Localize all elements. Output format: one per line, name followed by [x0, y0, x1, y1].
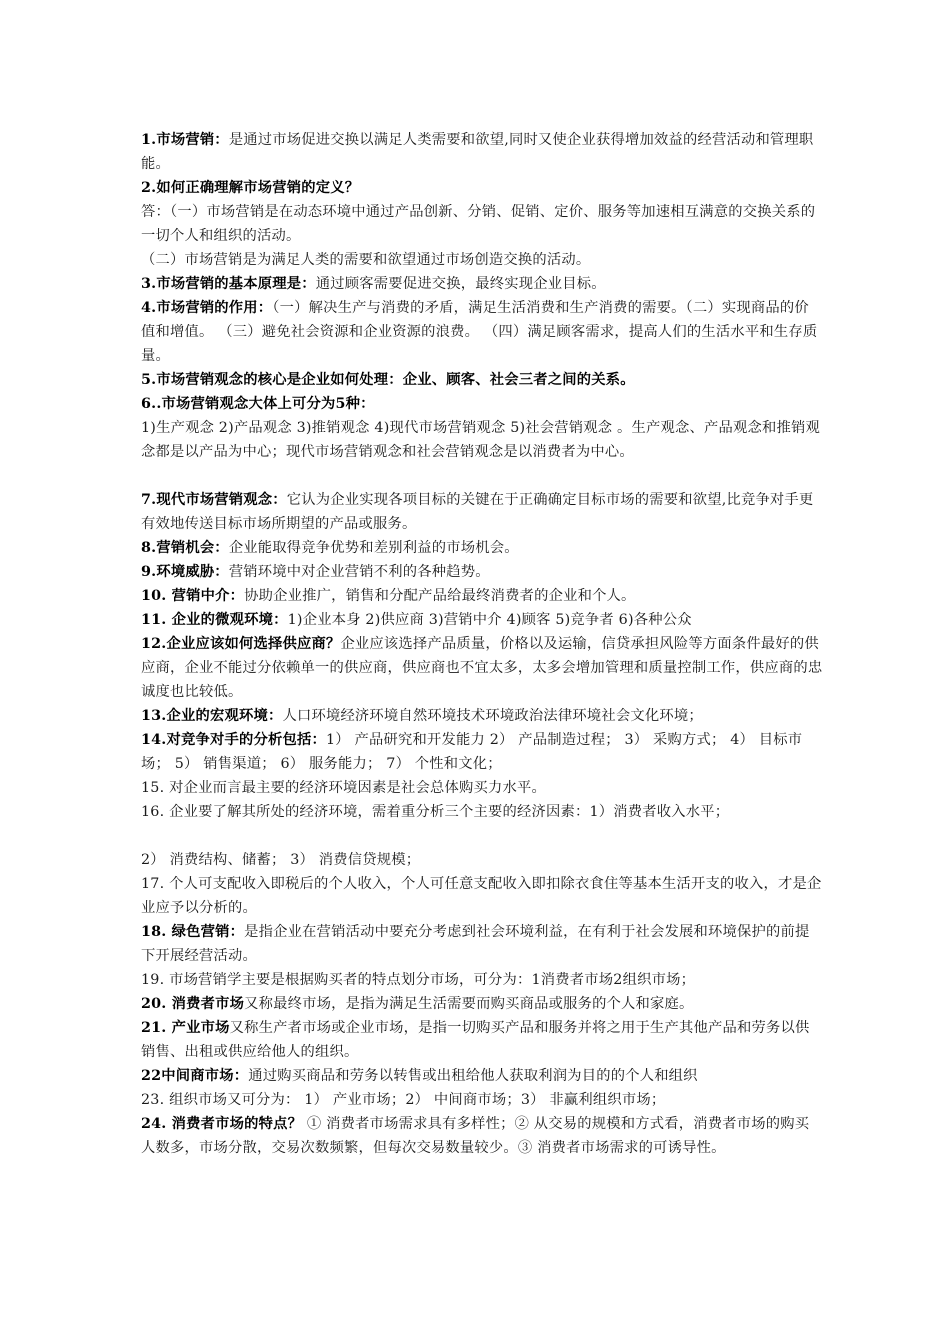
item-6 [141, 392, 823, 416]
item-1 [141, 128, 823, 176]
item-9-heading: 9.环境威胁： [141, 564, 229, 580]
item-11-heading: 11. 企业的微观环境： [141, 612, 288, 628]
item-9-text: 营销环境中对企业营销不利的各种趋势。 [228, 564, 490, 580]
item-24-heading: 24. 消费者市场的特点？ [141, 1116, 303, 1132]
item-5 [141, 368, 823, 392]
item-6-detail [141, 416, 823, 464]
item-21 [141, 1016, 823, 1064]
item-17 [141, 872, 823, 920]
item-1-heading: 1.市场营销： [141, 132, 229, 148]
item-16-text: 16. 企业要了解其所处的经济环境，需着重分析三个主要的经济因素：1）消费者收入水平； [141, 804, 730, 820]
item-22-heading: 22中间商市场： [141, 1068, 249, 1084]
item-9 [141, 560, 823, 584]
item-6-heading: 6..市场营销观念大体上可分为5种： [141, 396, 375, 412]
item-11 [141, 608, 823, 632]
item-23-text: 23. 组织市场又可分为： 1） 产业市场；2） 中间商市场；3） 非赢利组织市场； [141, 1092, 666, 1108]
item-13-heading: 13.企业的宏观环境： [141, 708, 283, 724]
item-10 [141, 584, 823, 608]
item-12-heading: 12.企业应该如何选择供应商？ [141, 636, 341, 652]
item-2-answer-2 [141, 248, 823, 272]
item-1-text: 是通过市场促进交换以满足人类需要和欲望,同时又使企业获得增加效益的经营活动和管理职能。 [141, 132, 814, 172]
item-17-text: 17. 个人可支配收入即税后的个人收入，个人可任意支配收入即扣除衣食住等基本生活开支的收入，才是企业应予以分析的。 [141, 876, 822, 916]
item-2-answer-2-text: （二）市场营销是为满足人类的需要和欲望通过市场创造交换的活动。 [141, 252, 591, 268]
item-15 [141, 776, 823, 800]
item-24-text: ① 消费者市场需求具有多样性；② 从交易的规模和方式看，消费者市场的购买人数多，市场分散，交易次数频繁，但每次交易数量较少。③ 消费者市场需求的可诱导性。 [141, 1116, 810, 1156]
item-4-heading: 4.市场营销的作用： [141, 300, 273, 316]
item-5-heading: 5.市场营销观念的核心是企业如何处理：企业、顾客、社会三者之间的关系。 [141, 372, 635, 388]
item-3-heading: 3.市场营销的基本原理是： [141, 276, 316, 292]
item-19 [141, 968, 823, 992]
item-14-heading: 14.对竞争对手的分析包括： [141, 732, 326, 748]
item-8-text: 企业能取得竞争优势和差别利益的市场机会。 [228, 540, 519, 556]
item-24 [141, 1112, 823, 1160]
item-20-heading: 20. 消费者市场 [141, 996, 245, 1012]
item-22-text: 通过购买商品和劳务以转售或出租给他人获取利润为目的的个人和组织 [248, 1068, 698, 1084]
item-21-text: 又称生产者市场或企业市场，是指一切购买产品和服务并将之用于生产其他产品和劳务以供销售、出租或供应给他人的组织。 [141, 1020, 810, 1060]
item-18-heading: 18. 绿色营销： [141, 924, 245, 940]
item-2-heading: 2.如何正确理解市场营销的定义？ [141, 180, 360, 196]
item-11-text: 1)企业本身 2)供应商 3)营销中介 4)顾客 5)竞争者 6)各种公众 [287, 612, 692, 628]
item-16-continued-text: 2） 消费结构、储蓄； 3） 消费信贷规模； [141, 852, 421, 868]
item-19-text: 19. 市场营销学主要是根据购买者的特点划分市场，可分为：1消费者市场2组织市场； [141, 972, 696, 988]
document-body [141, 128, 823, 1160]
item-16-continued [141, 848, 823, 872]
item-2-answer-1 [141, 200, 823, 248]
item-22 [141, 1064, 823, 1088]
item-10-text: 协助企业推广，销售和分配产品给最终消费者的企业和个人。 [244, 588, 636, 604]
paragraph-gap [141, 464, 823, 488]
item-7-text: 它认为企业实现各项目标的关键在于正确确定目标市场的需要和欲望,比竞争对手更有效地传送目标市场所期望的产品或服务。 [141, 492, 814, 532]
item-12 [141, 632, 823, 704]
item-10-heading: 10. 营销中介： [141, 588, 245, 604]
item-2-answer-1-text: 答：（一）市场营销是在动态环境中通过产品创新、分销、促销、定价、服务等加速相互满意的交换关系的一切个人和组织的活动。 [141, 204, 816, 244]
item-18-text: 是指企业在营销活动中要充分考虑到社会环境利益，在有利于社会发展和环境保护的前提下开展经营活动。 [141, 924, 810, 964]
item-6-detail-text: 1)生产观念 2)产品观念 3)推销观念 4)现代市场营销观念 5)社会营销观念 。生产观念、产品观念和推销观念都是以产品为中心；现代市场营销观念和社会营销观念是以消费者为中心。 [141, 420, 820, 460]
paragraph-gap [141, 824, 823, 848]
item-12-text: 企业应该选择产品质量，价格以及运输，信贷承担风险等方面条件最好的供应商，企业不能过分依赖单一的供应商，供应商也不宜太多，太多会增加管理和质量控制工作，供应商的忠诚度也比较低。 [141, 636, 823, 700]
item-8-heading: 8.营销机会： [141, 540, 229, 556]
item-13 [141, 704, 823, 728]
item-14-text: 1） 产品研究和开发能力 2） 产品制造过程； 3） 采购方式； 4） 目标市场； 5） 销售渠道； 6） 服务能力； 7） 个性和文化； [141, 732, 803, 772]
item-4-text: （一）解决生产与消费的矛盾，满足生活消费和生产消费的需要。（二）实现商品的价值和增值。 （三）避免社会资源和企业资源的浪费。 （四）满足顾客需求，提高人们的生活水平和生存质量。 [141, 300, 818, 364]
item-20-text: 又称最终市场，是指为满足生活需要而购买商品或服务的个人和家庭。 [244, 996, 694, 1012]
item-13-text: 人口环境经济环境自然环境技术环境政治法律环境社会文化环境； [282, 708, 703, 724]
item-18 [141, 920, 823, 968]
item-7 [141, 488, 823, 536]
item-14 [141, 728, 823, 776]
item-16 [141, 800, 823, 824]
item-8 [141, 536, 823, 560]
item-2 [141, 176, 823, 200]
item-3 [141, 272, 823, 296]
item-20 [141, 992, 823, 1016]
item-23 [141, 1088, 823, 1112]
item-15-text: 15. 对企业而言最主要的经济环境因素是社会总体购买力水平。 [141, 780, 546, 796]
item-4 [141, 296, 823, 368]
item-3-text: 通过顾客需要促进交换，最终实现企业目标。 [315, 276, 606, 292]
item-7-heading: 7.现代市场营销观念： [141, 492, 287, 508]
item-21-heading: 21. 产业市场 [141, 1020, 230, 1036]
